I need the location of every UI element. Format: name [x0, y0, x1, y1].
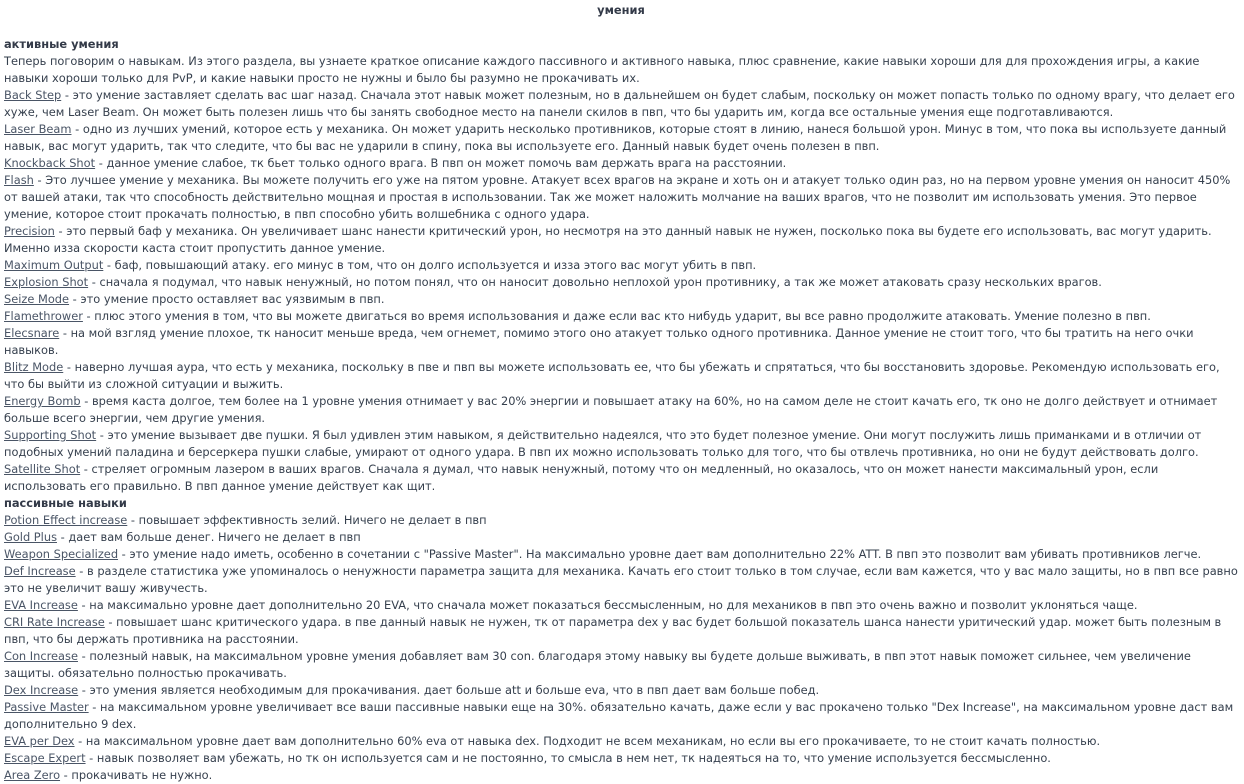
skill-link[interactable]: Energy Bomb — [4, 394, 81, 408]
skill-entry: Back Step - это умение заставляет сделать вас шаг назад. Сначала этот навык может полезным, но в дальнейшем он будет слабым, поскольку он может попасть только по одному врагу, что делает его хуже, чем Laser Beam. Он может быть полезен лишь что бы занять свободное место на панели скилов в пвп, что бы ударить им, когда все остальные умения еще подготавливаются. — [4, 88, 1235, 119]
skill-description: дает вам больше денег. Ничего не делает в пвп — [68, 530, 361, 544]
passive-skills-heading: пассивные навыки — [4, 496, 127, 510]
skill-description: Это лучшее умение у механика. Вы можете получить его уже на пятом уровне. Атакует всех врагов на экране и хоть он и атакует только один раз, но на первом уровне умения он наносит 450% от вашей атаки, так что способность действительно мощная и простая в использовании. Так же может наложить молчание на ваших врагов, что не позволит им использовать умения. Это первое умение, которое стоит прокачать полностью, в пвп способно убить волшебника с одного удара. — [4, 173, 1231, 221]
skill-entry: Passive Master - на максимальном уровне увеличивает все ваши пассивные навыки еще на 30%. обязательно качать, даже если у вас прокачено только "Dex Increase", на максимальном уровне даст вам дополнительно 9 dex. — [4, 700, 1234, 731]
skill-link[interactable]: Satellite Shot — [4, 462, 81, 476]
skill-link[interactable]: Maximum Output — [4, 258, 104, 272]
skill-description: наверно лучшая аура, что есть у механика, поскольку в пве и пвп вы можете использовать ее, что бы убежать и спрятаться, что бы восстановить здоровье. Рекомендую использовать его, что бы выйти из сложной ситуации и выжить. — [4, 360, 1220, 391]
skill-entry: Gold Plus - дает вам больше денег. Ничего не делает в пвп — [4, 530, 361, 544]
skill-link[interactable]: CRI Rate Increase — [4, 615, 105, 629]
skill-description: в разделе статистика уже упоминалось о ненужности параметра защита для механика. Качать его стоит только в том случае, если вам кажется, что у вас мало защиты, но в пвп все равно это не увеличит вашу живучесть. — [4, 564, 1238, 595]
skill-entry: Weapon Specialized - это умение надо иметь, особенно в сочетании с "Passive Master". На максимально уровне дает вам дополнительно 22% ATT. В пвп это позволит вам убивать противников легче. — [4, 547, 1202, 561]
skill-entry: Flamethrower - плюс этого умения в том, что вы можете двигаться во время использования и даже если вас кто нибудь ударит, вы все равно продолжите атаковать. Умение полезно в пвп. — [4, 309, 1151, 323]
skill-description: навык позволяет вам убежать, но тк он используется сам и не постоянно, то смысла в нем нет, тк надеяться на то, что умение используется бессмысленно. — [96, 751, 1051, 765]
skill-description: на максимальном уровне дает вам дополнительно 60% eva от навыка dex. Подходит не всем механикам, но если вы его прокачиваете, то не стоит качать полностью. — [85, 734, 1101, 748]
skill-entry: Flash - Это лучшее умение у механика. Вы можете получить его уже на пятом уровне. Атакует всех врагов на экране и хоть он и атакует только один раз, но на первом уровне умения он наносит 450% от вашей атаки, так что способность действительно мощная и простая в использовании. Так же может наложить молчание на ваших врагов, что не позволит им использовать умения. Это первое умение, которое стоит прокачать полностью, в пвп способно убить волшебника с одного удара. — [4, 173, 1231, 221]
skill-entry: EVA per Dex - на максимальном уровне дает вам дополнительно 60% eva от навыка dex. Подходит не всем механикам, но если вы его прокачиваете, то не стоит качать полностью. — [4, 734, 1101, 748]
skill-entry: Satellite Shot - стреляет огромным лазером в ваших врагов. Сначала я думал, что навык ненужный, потому что он медленный, но оказалось, что он может нанести максимальный урон, если использовать его правильно. В пвп данное умение действует как щит. — [4, 462, 1159, 493]
skill-link[interactable]: Escape Expert — [4, 751, 86, 765]
skill-link[interactable]: Area Zero — [4, 768, 61, 782]
skill-entry: Con Increase - полезный навык, на максимальном уровне умения добавляет вам 30 con. благодаря этому навыку вы будете дольше выживать, в пвп этот навык поможет сильнее, чем увеличение защиты. обязательно полностью прокачивать. — [4, 649, 1191, 680]
skill-link[interactable]: Flash — [4, 173, 34, 187]
skill-entry: Seize Mode - это умение просто оставляет вас уязвимым в пвп. — [4, 292, 385, 306]
skill-description: повышает шанс критического удара. в пве данный навык не нужен, тк от параметра dex у вас будет большой показатель шанса нанести уритический удар. может быть полезным в пвп, что бы держать противника на расстоянии. — [4, 615, 1222, 646]
skill-link[interactable]: Con Increase — [4, 649, 78, 663]
skill-description: повышает эффективность зелий. Ничего не делает в пвп — [138, 513, 487, 527]
skill-link[interactable]: Potion Effect increase — [4, 513, 128, 527]
skill-description: на максимально уровне дает дополнительно 20 EVA, что сначала может показаться бессмысленным, но для механиков в пвп это очень важно и позволит уклоняться чаще. — [89, 598, 1138, 612]
skill-entry: Potion Effect increase - повышает эффективность зелий. Ничего не делает в пвп — [4, 513, 487, 527]
skill-entry: Precision - это первый баф у механика. Он увеличивает шанс нанести критический урон, но несмотря на это данный навык не нужен, посколько пока вы будете его использовать, вас могут ударить. Именно изза скорости каста стоит пропустить данное умение. — [4, 224, 1212, 255]
skill-description: прокачивать не нужно. — [71, 768, 213, 782]
skill-entry: Elecsnare - на мой взгляд умение плохое, тк наносит меньше вреда, чем огнемет, помимо этого оно атакует только одного противника. Данное умение не стоит того, что бы тратить на него очки навыков. — [4, 326, 1194, 357]
skill-description: полезный навык, на максимальном уровне умения добавляет вам 30 con. благодаря этому навыку вы будете дольше выживать, в пвп этот навык поможет сильнее, чем увеличение защиты. обязательно полностью прокачивать. — [4, 649, 1191, 680]
skill-link[interactable]: Supporting Shot — [4, 428, 97, 442]
skill-description: это умение просто оставляет вас уязвимым в пвп. — [80, 292, 385, 306]
skill-entry: Blitz Mode - наверно лучшая аура, что есть у механика, поскольку в пве и пвп вы можете использовать ее, что бы убежать и спрятаться, что бы восстановить здоровье. Рекомендую использовать его, что бы выйти из сложной ситуации и выжить. — [4, 360, 1220, 391]
skill-entry: Dex Increase - это умения является необходимым для прокачивания. дает больше att и больше eva, что в пвп дает вам больше побед. — [4, 683, 820, 697]
skill-description: данное умение слабое, тк бьет только одного врага. В пвп он может помочь вам держать врага на расстоянии. — [106, 156, 787, 170]
page-title: умения — [597, 3, 645, 17]
intro-paragraph: Теперь поговорим о навыкам. Из этого раздела, вы узнаете краткое описание каждого пассивного и активного навыка, плюс сравнение, какие навыки хороши для для прохождения игры, а какие навыки хороши только для PvP, и какие навыки просто не нужны и было бы разумно не прокачивать их. — [4, 54, 1200, 85]
skill-link[interactable]: Passive Master — [4, 700, 89, 714]
skill-description: это первый баф у механика. Он увеличивает шанс нанести критический урон, но несмотря на это данный навык не нужен, посколько пока вы будете его использовать, вас могут ударить. Именно изза скорости каста стоит пропустить данное умение. — [4, 224, 1212, 255]
skill-link[interactable]: Laser Beam — [4, 122, 72, 136]
skill-link[interactable]: Weapon Specialized — [4, 547, 119, 561]
skill-entry: Knockback Shot - данное умение слабое, тк бьет только одного врага. В пвп он может помочь вам держать врага на расстоянии. — [4, 156, 787, 170]
skill-link[interactable]: Def Increase — [4, 564, 76, 578]
skill-link[interactable]: Explosion Shot — [4, 275, 89, 289]
skill-link[interactable]: Precision — [4, 224, 55, 238]
skill-description: это умение заставляет сделать вас шаг назад. Сначала этот навык может полезным, но в дальнейшем он будет слабым, поскольку он может попасть только по одному врагу, что делает его хуже, чем Laser Beam. Он может быть полезен лишь что бы занять свободное место на панели скилов в пвп, что бы ударить им, когда все остальные умения еще подготавливаются. — [4, 88, 1235, 119]
skill-entry: Def Increase - в разделе статистика уже упоминалось о ненужности параметра защита для механика. Качать его стоит только в том случае, если вам кажется, что у вас мало защиты, но в пвп все равно это не увеличит вашу живучесть. — [4, 564, 1238, 595]
skill-description: плюс этого умения в том, что вы можете двигаться во время использования и даже если вас кто нибудь ударит, вы все равно продолжите атаковать. Умение полезно в пвп. — [94, 309, 1151, 323]
skill-link[interactable]: Flamethrower — [4, 309, 83, 323]
skill-entry: Supporting Shot - это умение вызывает две пушки. Я был удивлен этим навыком, я действительно надеялся, что это будет полезное умение. Они могут послужить лишь приманками и в отличии от подобных умений паладина и берсеркера пушки слабые, умирают от одного удара. В пвп их можно использовать только для того, что бы отвлечь противника, но они не будут действовать долго. — [4, 428, 1202, 459]
skill-description: это умение вызывает две пушки. Я был удивлен этим навыком, я действительно надеялся, что это будет полезное умение. Они могут послужить лишь приманками и в отличии от подобных умений паладина и берсеркера пушки слабые, умирают от одного удара. В пвп их можно использовать только для того, что бы отвлечь противника, но они не будут действовать долго. — [4, 428, 1202, 459]
skill-link[interactable]: Gold Plus — [4, 530, 57, 544]
skill-link[interactable]: Back Step — [4, 88, 62, 102]
skill-description: на мой взгляд умение плохое, тк наносит меньше вреда, чем огнемет, помимо этого оно атакует только одного противника. Данное умение не стоит того, что бы тратить на него очки навыков. — [4, 326, 1194, 357]
skill-entry: Laser Beam - одно из лучших умений, которое есть у механика. Он может ударить несколько противников, которые стоят в линию, нанеся большой урон. Минус в том, что пока вы используете данный навык, вас могут ударить, так что следите, что бы вас не ударили в спину, пока вы используете его. Данный навык будет очень полезен в пвп. — [4, 122, 1227, 153]
skill-entry: EVA Increase - на максимально уровне дает дополнительно 20 EVA, что сначала может показаться бессмысленным, но для механиков в пвп это очень важно и позволит уклоняться чаще. — [4, 598, 1138, 612]
skill-description: на максимальном уровне увеличивает все ваши пассивные навыки еще на 30%. обязательно качать, даже если у вас прокачено только "Dex Increase", на максимальном уровне даст вам дополнительно 9 dex. — [4, 700, 1234, 731]
skill-link[interactable]: Elecsnare — [4, 326, 60, 340]
skill-link[interactable]: EVA per Dex — [4, 734, 75, 748]
skill-description: это умение надо иметь, особенно в сочетании с "Passive Master". На максимально уровне дает вам дополнительно 22% ATT. В пвп это позволит вам убивать противников легче. — [129, 547, 1202, 561]
spacer — [4, 19, 1238, 36]
skill-description: баф, повышающий атаку. его минус в том, что он долго используется и изза этого вас могут убить в пвп. — [114, 258, 757, 272]
passive-skills-list — [4, 512, 1238, 784]
skill-description: время каста долгое, тем более на 1 уровне умения отнимает у вас 20% энергии и повышает атаку на 60%, но на самом деле не стоит качать его, тк оно не долго действует и отнимает больше всего энергии, чем другие умения. — [4, 394, 1218, 425]
skill-entry: Escape Expert - навык позволяет вам убежать, но тк он используется сам и не постоянно, то смысла в нем нет, тк надеяться на то, что умение используется бессмысленно. — [4, 751, 1051, 765]
skill-entry: CRI Rate Increase - повышает шанс критического удара. в пве данный навык не нужен, тк от параметра dex у вас будет большой показатель шанса нанести уритический удар. может быть полезным в пвп, что бы держать противника на расстоянии. — [4, 615, 1222, 646]
skill-link[interactable]: Seize Mode — [4, 292, 70, 306]
skill-link[interactable]: EVA Increase — [4, 598, 78, 612]
skill-link[interactable]: Dex Increase — [4, 683, 79, 697]
skill-description: это умения является необходимым для прокачивания. дает больше att и больше eva, что в пвп дает вам больше побед. — [89, 683, 820, 697]
active-skills-heading: активные умения — [4, 37, 119, 51]
skill-link[interactable]: Blitz Mode — [4, 360, 64, 374]
skill-entry: Explosion Shot - сначала я подумал, что навык ненужный, но потом понял, что он наносит довольно неплохой урон противнику, а так же может атаковать сразу нескольких врагов. — [4, 275, 1102, 289]
skill-description: сначала я подумал, что навык ненужный, но потом понял, что он наносит довольно неплохой урон противнику, а так же может атаковать сразу нескольких врагов. — [99, 275, 1102, 289]
skill-link[interactable]: Knockback Shot — [4, 156, 96, 170]
active-skills-list — [4, 87, 1238, 495]
skill-entry: Area Zero - прокачивать не нужно. — [4, 768, 213, 782]
skill-entry: Energy Bomb - время каста долгое, тем более на 1 уровне умения отнимает у вас 20% энергии и повышает атаку на 60%, но на самом деле не стоит качать его, тк оно не долго действует и отнимает больше всего энергии, чем другие умения. — [4, 394, 1218, 425]
skill-description: стреляет огромным лазером в ваших врагов. Сначала я думал, что навык ненужный, потому что он медленный, но оказалось, что он может нанести максимальный урон, если использовать его правильно. В пвп данное умение действует как щит. — [4, 462, 1159, 493]
skill-entry: Maximum Output - баф, повышающий атаку. его минус в том, что он долго используется и изза этого вас могут убить в пвп. — [4, 258, 757, 272]
skill-description: одно из лучших умений, которое есть у механика. Он может ударить несколько противников, которые стоят в линию, нанеся большой урон. Минус в том, что пока вы используете данный навык, вас могут ударить, так что следите, что бы вас не ударили в спину, пока вы используете его. Данный навык будет очень полезен в пвп. — [4, 122, 1227, 153]
